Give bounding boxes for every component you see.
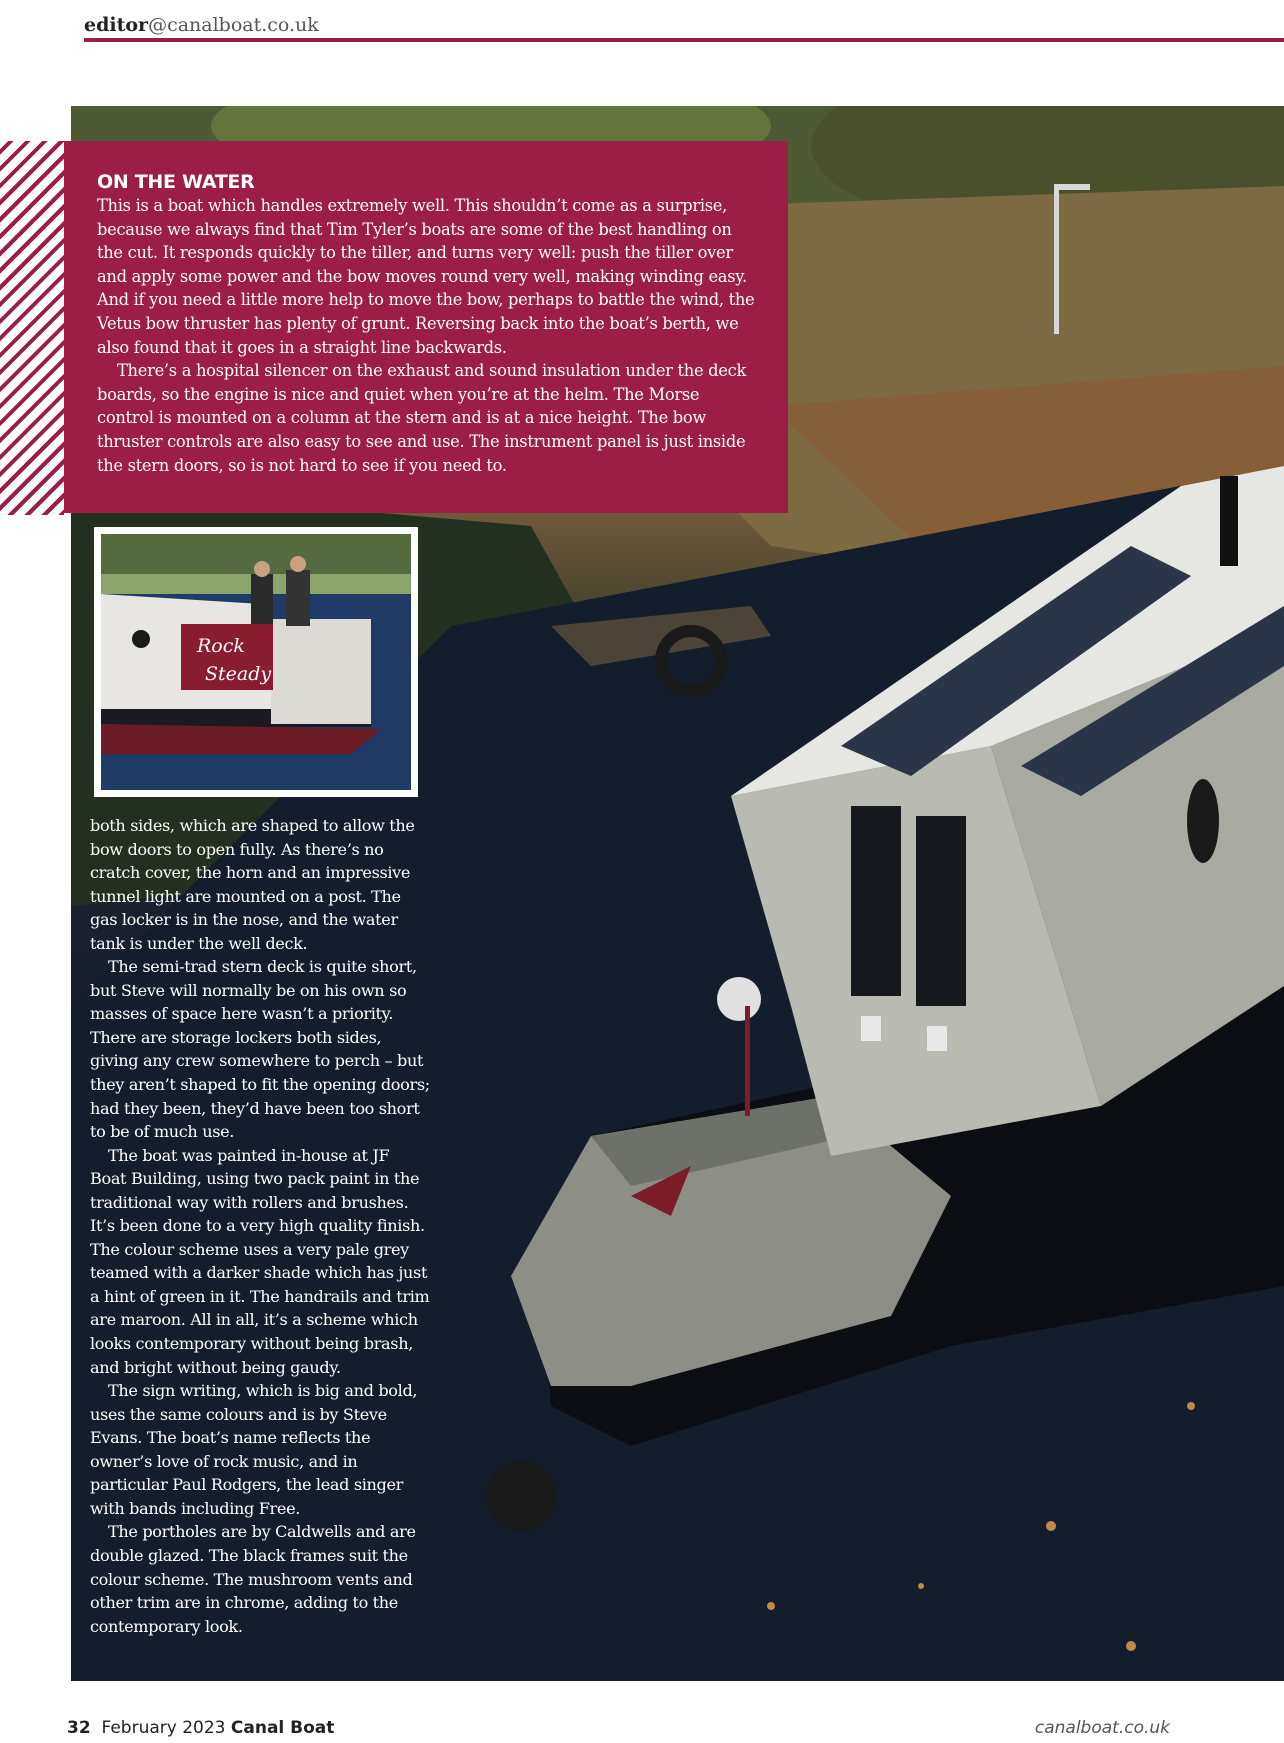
- article-body-column: [90, 814, 430, 1638]
- body-paragraph: The boat was painted in-house at JF Boat Building, using two pack paint in the traditional way with rollers and brushes. It’s been done to a very high quality finish. The colour scheme uses a very pale grey teamed with a darker shade which has just a hint of green in it. The handrails and trim are maroon. All in all, it’s a scheme which looks contemporary without being brash, and bright without being gaudy.: [90, 1145, 430, 1377]
- on-the-water-panel: [64, 141, 788, 513]
- email-domain: @canalboat.co.uk: [148, 14, 319, 36]
- footer-folio: [67, 1718, 334, 1738]
- sign-word-rock: Rock: [197, 635, 245, 657]
- footer-website[interactable]: canalboat.co.uk: [1034, 1718, 1170, 1738]
- header-rule: [84, 38, 1284, 42]
- body-paragraph: both sides, which are shaped to allow the bow doors to open fully. As there’s no cratch cover, the horn and an impressive tunnel light are mounted on a post. The gas locker is in the nose, and the water tank is under the well deck.: [90, 816, 415, 953]
- body-paragraph: The portholes are by Caldwells and are double glazed. The black frames suit the colour scheme. The mushroom vents and other trim are in chrome, adding to the contemporary look.: [90, 1522, 416, 1636]
- panel-paragraph: There’s a hospital silencer on the exhaust and sound insulation under the deck boards, so the engine is nice and quiet when you’re at the helm. The Morse control is mounted on a column at the stern and is at a nice height. The bow thruster controls are also easy to see and use. The instrument panel is just inside the stern doors, so is not hard to see if you need to.: [97, 361, 747, 475]
- magazine-name: Canal Boat: [230, 1718, 335, 1738]
- body-paragraph: The sign writing, which is big and bold, uses the same colours and is by Steve Evans. The boat’s name reflects the owner’s love of rock music, and in particular Paul Rodgers, the lead singer with bands including Free.: [90, 1381, 418, 1518]
- editor-email[interactable]: [84, 14, 319, 36]
- page-number: 32: [67, 1718, 91, 1738]
- inset-photo-rock-steady: [94, 527, 418, 797]
- issue-date: February 2023: [101, 1718, 226, 1738]
- inset-photo-illustration: [101, 534, 411, 790]
- panel-paragraph: This is a boat which handles extremely well. This shouldn’t come as a surprise, because we always find that Tim Tyler’s boats are some of the best handling on the cut. It responds quickly to the tiller, and turns very well: push the tiller over and apply some power and the bow moves round very well, making winding easy. And if you need a little more help to move the bow, perhaps to battle the wind, the Vetus bow thruster has plenty of grunt. Reversing back into the boat’s berth, we also found that it goes in a straight line backwards.: [97, 196, 755, 357]
- body-paragraph: The semi-trad stern deck is quite short, but Steve will normally be on his own so masses of space here wasn’t a priority. There are storage lockers both sides, giving any crew somewhere to perch – but they aren’t shaped to fit the opening doors; had they been, they’d have been too short to be of much use.: [90, 957, 430, 1142]
- email-user: editor: [84, 14, 149, 36]
- decorative-stripe: [0, 141, 64, 515]
- panel-heading: ON THE WATER: [97, 171, 255, 193]
- sign-word-steady: Steady: [205, 663, 272, 685]
